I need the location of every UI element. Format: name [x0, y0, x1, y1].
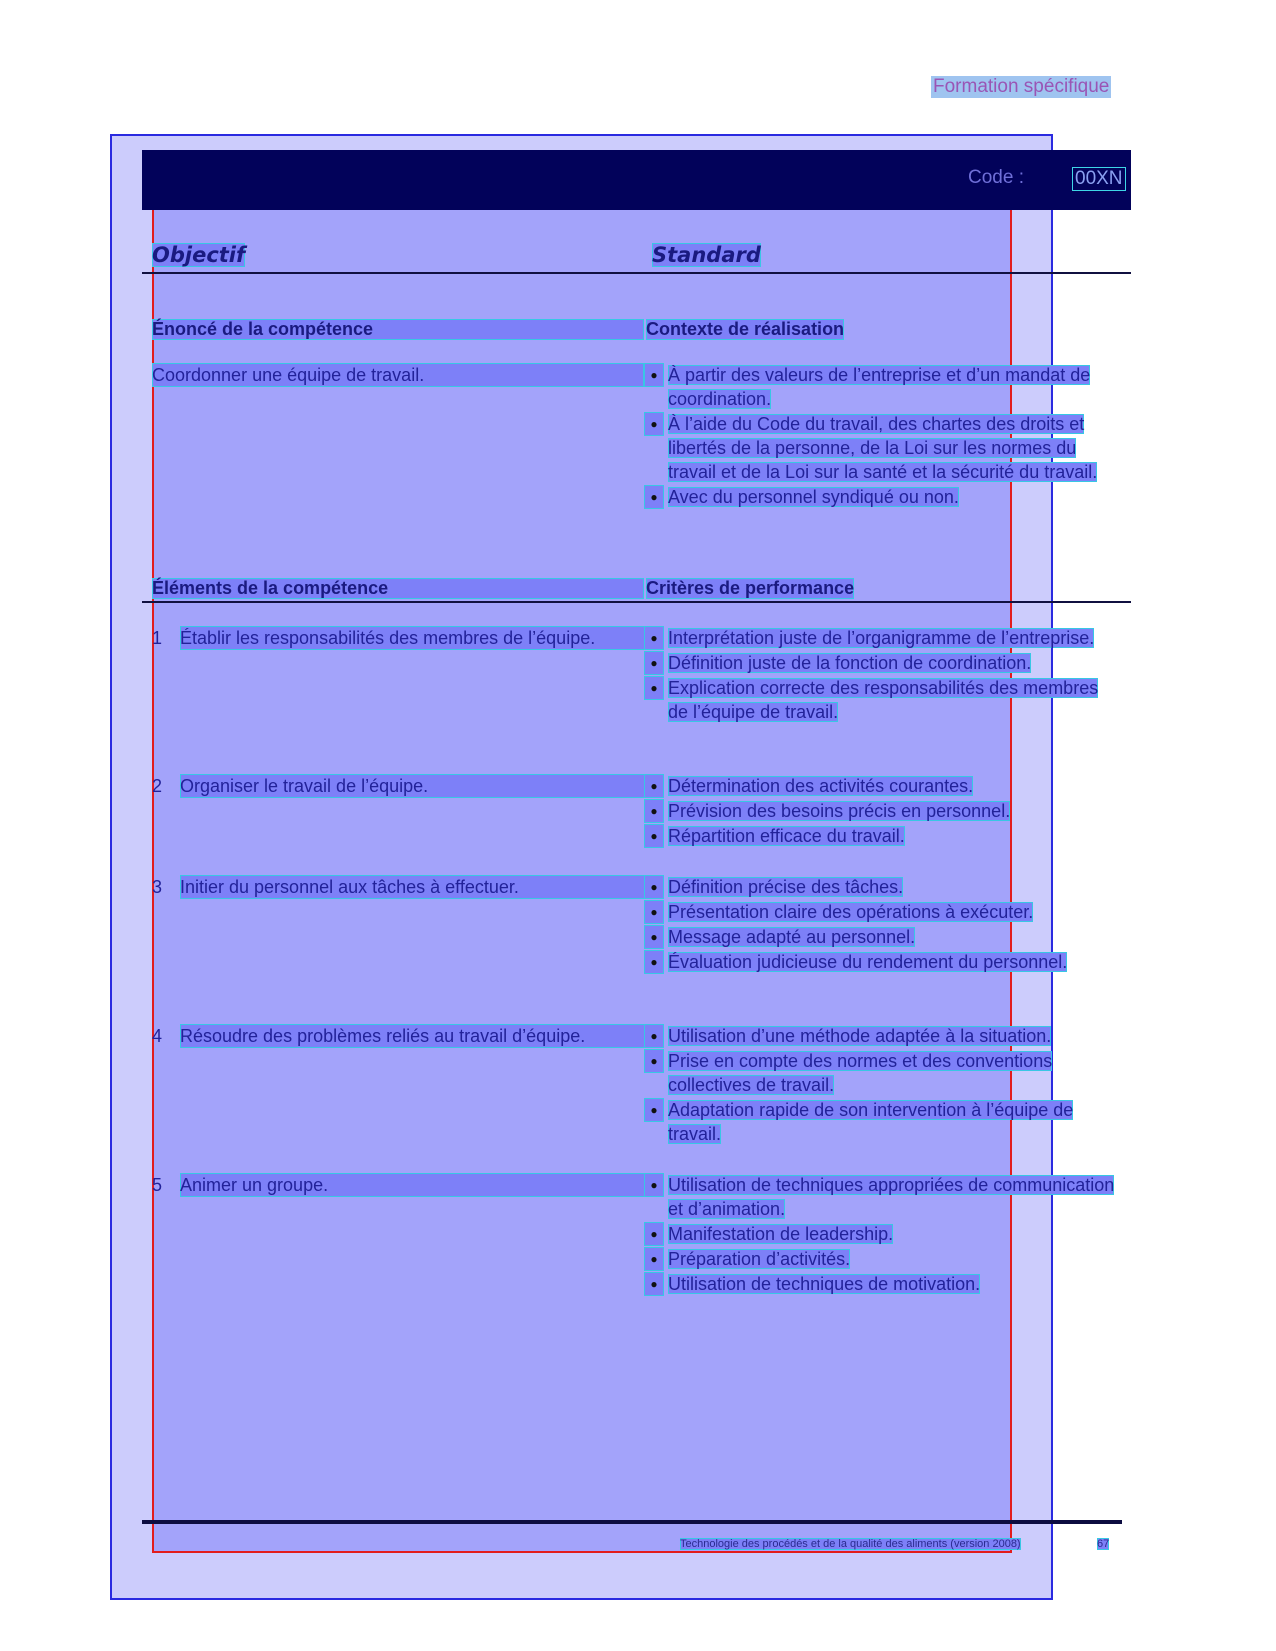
page-number: 67 — [1097, 1538, 1110, 1550]
element-item-2 — [152, 774, 662, 798]
bullet-icon: ● — [644, 875, 664, 899]
criterion-item: ● Répartition efficace du travail. — [644, 824, 1116, 848]
criterion-item: ● Définition précise des tâches. — [644, 875, 1116, 899]
bullet-icon: ● — [644, 900, 664, 924]
criterion-item: ● Prise en compte des normes et des conventions collectives de travail. — [644, 1049, 1116, 1097]
bullet-icon: ● — [644, 1049, 664, 1073]
criterion-item: ● Utilisation d’une méthode adaptée à la situation. — [644, 1024, 1116, 1048]
criterion-item: ● Adaptation rapide de son intervention à l’équipe de travail. — [644, 1098, 1116, 1146]
bullet-icon: ● — [644, 774, 664, 798]
element-item-4 — [152, 1024, 662, 1048]
criteres-heading: Critères de performance — [646, 578, 855, 598]
code-bar — [142, 150, 1131, 210]
element-text: Établir les responsabilités des membres de l’équipe. — [180, 626, 662, 650]
bullet-icon: ● — [644, 1247, 664, 1271]
code-label: Code : — [968, 167, 1024, 188]
criterion-item: ● Évaluation judicieuse du rendement du personnel. — [644, 950, 1116, 974]
bullet-icon: ● — [644, 950, 664, 974]
competence-text: Coordonner une équipe de travail. — [152, 363, 644, 387]
criteria-list-5 — [644, 1173, 1116, 1297]
bullet-icon: ● — [644, 626, 664, 650]
element-number: 2 — [152, 776, 163, 796]
competence-heading: Énoncé de la compétence — [152, 319, 644, 340]
criterion-item: ● Prévision des besoins précis en personnel. — [644, 799, 1116, 823]
element-number: 4 — [152, 1026, 163, 1046]
element-number: 5 — [152, 1175, 163, 1195]
standard-title: Standard — [652, 243, 761, 267]
elements-heading: Éléments de la compétence — [152, 578, 644, 599]
bullet-icon: ● — [644, 925, 664, 949]
criteria-list-4 — [644, 1024, 1116, 1147]
element-item-5 — [152, 1173, 662, 1197]
bullet-icon: ● — [644, 799, 664, 823]
bullet-icon: ● — [644, 1272, 664, 1296]
footer-divider — [142, 1520, 1122, 1524]
contexte-item: ● À partir des valeurs de l’entreprise et d’un mandat de coordination. — [644, 363, 1116, 411]
element-number: 1 — [152, 628, 163, 648]
criteria-list-3 — [644, 875, 1116, 975]
criterion-item: ● Préparation d’activités. — [644, 1247, 1116, 1271]
element-number: 3 — [152, 877, 163, 897]
objectif-title: Objectif — [152, 243, 246, 267]
criterion-item: ● Manifestation de leadership. — [644, 1222, 1116, 1246]
divider-elements — [142, 601, 1131, 603]
element-item-3 — [152, 875, 662, 899]
bullet-icon: ● — [644, 1024, 664, 1048]
criterion-item: ● Message adapté au personnel. — [644, 925, 1116, 949]
bullet-icon: ● — [644, 363, 664, 387]
element-text: Résoudre des problèmes reliés au travail d’équipe. — [180, 1024, 662, 1048]
criterion-item: ● Utilisation de techniques de motivation. — [644, 1272, 1116, 1296]
criterion-item: ● Utilisation de techniques appropriées de communication et d’animation. — [644, 1173, 1116, 1221]
header-label: Formation spécifique — [933, 76, 1110, 97]
code-value: 00XN — [1072, 167, 1126, 191]
element-item-1 — [152, 626, 662, 650]
criterion-item: ● Présentation claire des opérations à exécuter. — [644, 900, 1116, 924]
contexte-list — [644, 363, 1116, 510]
bullet-icon: ● — [644, 412, 664, 436]
element-text: Animer un groupe. — [180, 1173, 662, 1197]
divider-objectif — [142, 272, 1131, 274]
contexte-heading: Contexte de réalisation — [646, 319, 845, 339]
footer-text: Technologie des procédés et de la qualité des aliments (version 2008) — [680, 1538, 1021, 1550]
criterion-item: ● Explication correcte des responsabilités des membres de l’équipe de travail. — [644, 676, 1116, 724]
bullet-icon: ● — [644, 1222, 664, 1246]
contexte-item: ● Avec du personnel syndiqué ou non. — [644, 485, 1116, 509]
bullet-icon: ● — [644, 824, 664, 848]
contexte-item: ● À l’aide du Code du travail, des chartes des droits et libertés de la personne, de la Loi sur les normes du travail et de la Loi sur la santé et la sécurité du travail. — [644, 412, 1116, 484]
bullet-icon: ● — [644, 1098, 664, 1122]
bullet-icon: ● — [644, 485, 664, 509]
criterion-item: ● Interprétation juste de l’organigramme de l’entreprise. — [644, 626, 1116, 650]
criterion-item: ● Définition juste de la fonction de coordination. — [644, 651, 1116, 675]
criterion-item: ● Détermination des activités courantes. — [644, 774, 1116, 798]
element-text: Initier du personnel aux tâches à effectuer. — [180, 875, 662, 899]
bullet-icon: ● — [644, 1173, 664, 1197]
element-text: Organiser le travail de l’équipe. — [180, 774, 662, 798]
criteria-list-2 — [644, 774, 1116, 849]
criteria-list-1 — [644, 626, 1116, 725]
bullet-icon: ● — [644, 676, 664, 700]
bullet-icon: ● — [644, 651, 664, 675]
